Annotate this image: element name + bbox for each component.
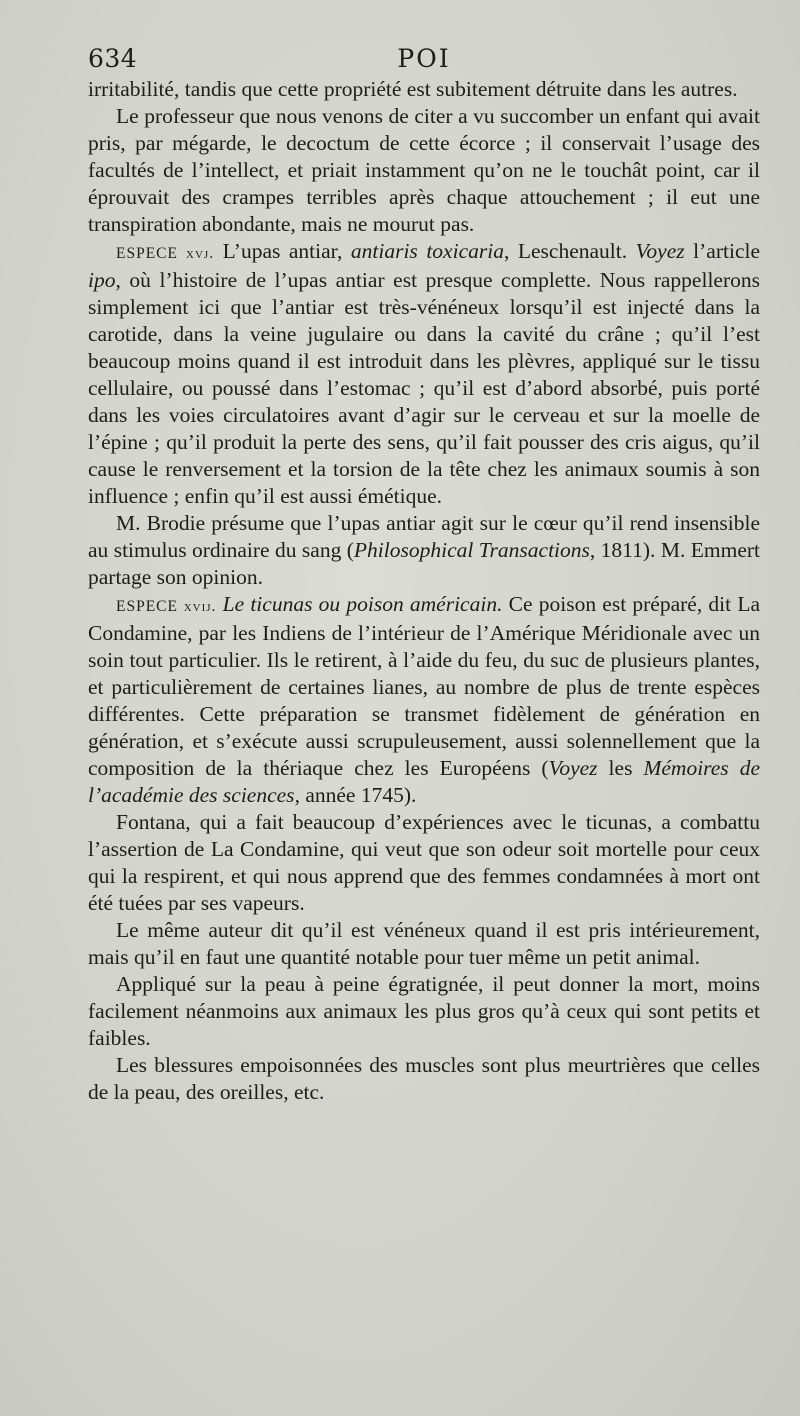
paragraph-fontana: Fontana, qui a fait beaucoup d’expériences avec le ticunas, a combattu l’assertion de La Condamine, qui veut que son odeur soit mortelle pour ceux qui la respirent, et qui nous apprend que des femmes condamnées à mort ont été tuées par ses vapeurs. (88, 810, 760, 915)
species-label: ESPECE xvj. (116, 245, 215, 262)
running-title: POI (397, 44, 451, 73)
latin-name: antiaris toxicaria (350, 239, 504, 263)
italic-run: Voyez (635, 239, 685, 263)
paragraph-espece-17 (88, 591, 760, 809)
paragraph-espece-16 (88, 238, 760, 510)
paragraph-blessures: Les blessures empoisonnées des muscles sont plus meurtrières que celles de la peau, des oreilles, etc. (88, 1053, 760, 1104)
text-run: , Leschenault. (503, 239, 636, 263)
text-run: , 1811). M. Emmert partage son opinion. (88, 538, 760, 589)
species-title: Le ticunas ou poison américain. (222, 592, 503, 616)
italic-run: Voyez (548, 756, 598, 780)
text-run: , année 1745). (294, 783, 417, 807)
paragraph-applique: Appliqué sur la peau à peine égratignée, il peut donner la mort, moins facilement néanmoins aux animaux les plus gros qu’à ceux qui sont petits et faibles. (88, 972, 760, 1050)
species-label: ESPECE xvij. (116, 598, 217, 615)
text-run: L’upas antiar, (214, 239, 351, 263)
text-run: M. Brodie présume que l’upas antiar agit sur le cœur qu’il rend insensible au stimulus ordinaire du sang ( (88, 511, 760, 562)
paragraph-brodie (88, 510, 760, 591)
paragraph-meme-auteur: Le même auteur dit qu’il est vénéneux quand il est pris intérieurement, mais qu’il en faut une quantité notable pour tuer même un petit animal. (88, 918, 760, 969)
page-header (88, 44, 760, 78)
paragraph-continuation: irritabilité, tandis que cette propriété est subitement détruite dans les autres. (88, 77, 738, 101)
page-number: 634 (88, 44, 138, 73)
text-run: les (597, 756, 644, 780)
text-run: , où l’histoire de l’upas antiar est presque complette. Nous rappellerons simplement ici que l’antiar est très-vénéneux lorsqu’il est injecté dans la carotide, dans la veine jugulaire ou dans la cavité du crâne ; qu’il l’est beaucoup moins quand il est introduit dans les plèvres, appliqué sur le tissu cellulaire, ou poussé dans l’estomac ; qu’il est d’abord absorbé, puis porté dans les voies circulatoires avant d’agir sur le cerveau et sur la moelle de l’épine ; qu’il produit la perte des sens, qu’il fait pousser des cris aigus, qu’il cause le renversement et la torsion de la tête chez les animaux soumis à son influence ; enfin qu’il est aussi émétique. (88, 268, 760, 508)
text-run: l’article (684, 239, 761, 263)
page-body (88, 76, 760, 1106)
article-reference: ipo (88, 268, 116, 292)
text-run: Ce poison est préparé, dit La Condamine, par les Indiens de l’intérieur de l’Amérique Méridionale avec un soin tout particulier. Ils le retirent, à l’aide du feu, du suc de plusieurs plantes, et particulièrement de certaines lianes, au nombre de plus de trente espèces différentes. Cette préparation se transmet fidèlement de génération en génération, et s’exécute aussi scrupuleusement, aussi solennellement que la composition de la thériaque chez les Européens ( (88, 592, 760, 780)
journal-title: Philosophical Transactions (353, 538, 590, 562)
paragraph-professeur: Le professeur que nous venons de citer a vu succomber un enfant qui avait pris, par mégarde, le decoctum de cette écorce ; il conservait l’usage des facultés de l’intellect, et priait instamment qu’on ne le touchât point, car il éprouvait des crampes terribles après chaque attouchement ; il eut une transpiration abondante, mais ne mourut pas. (88, 104, 760, 236)
memoires-title: Mémoires de l’académie des sciences (88, 756, 760, 807)
